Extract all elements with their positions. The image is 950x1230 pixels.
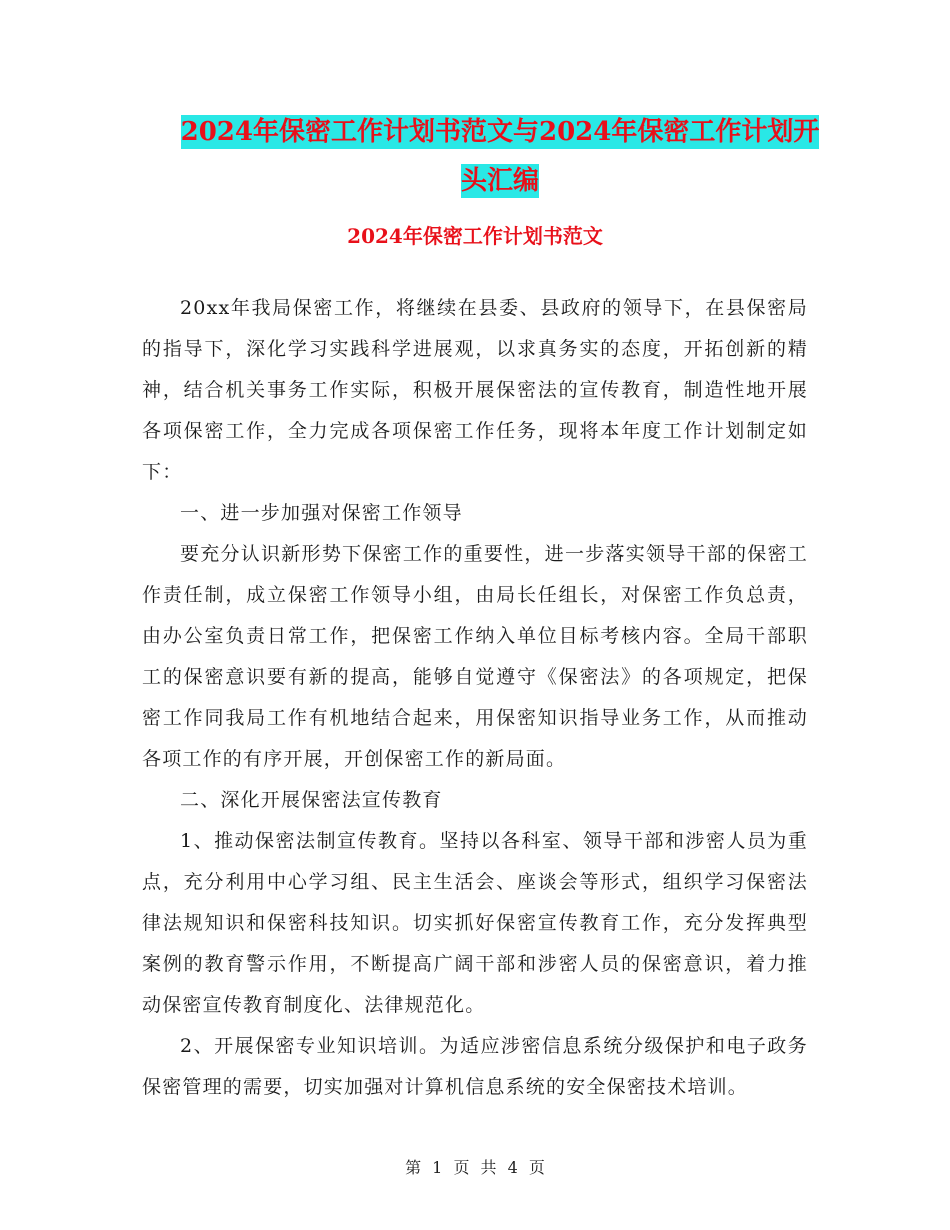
body-text — [142, 288, 808, 1108]
main-title — [150, 108, 850, 206]
paragraph: 2、开展保密专业知识培训。为适应涉密信息系统分级保护和电子政务保密管理的需要，切实加强对计算机信息系统的安全保密技术培训。 — [142, 1035, 808, 1098]
paragraph: 要充分认识新形势下保密工作的重要性，进一步落实领导干部的保密工作责任制，成立保密工作领导小组，由局长任组长，对保密工作负总责，由办公室负责日常工作，把保密工作纳入单位目标考核内容。全局干部职工的保密意识要有新的提高，能够自觉遵守《保密法》的各项规定，把保密工作同我局工作有机地结合起来，用保密知识指导业务工作，从而推动各项工作的有序开展，开创保密工作的新局面。 — [142, 543, 808, 770]
main-title-line1: 2024年保密工作计划书范文与2024年保密工作计划开 — [180, 117, 820, 147]
paragraph: 1、推动保密法制宣传教育。坚持以各科室、领导干部和涉密人员为重点，充分利用中心学习组、民主生活会、座谈会等形式，组织学习保密法律法规知识和保密科技知识。切实抓好保密宣传教育工作，充分发挥典型案例的教育警示作用，不断提高广阔干部和涉密人员的保密意识，着力推动保密宣传教育制度化、法律规范化。 — [142, 830, 808, 1016]
paragraph: 20xx年我局保密工作，将继续在县委、县政府的领导下，在县保密局的指导下，深化学习实践科学进展观，以求真务实的态度，开拓创新的精神，结合机关事务工作实际，积极开展保密法的宣传教育，制造性地开展各项保密工作，全力完成各项保密工作任务，现将本年度工作计划制定如下： — [142, 297, 808, 483]
main-title-line2: 头汇编 — [460, 166, 539, 196]
heading-two: 二、深化开展保密法宣传教育 — [180, 789, 443, 811]
heading-one: 一、进一步加强对保密工作领导 — [180, 502, 463, 524]
section-title: 2024年保密工作计划书范文 — [347, 224, 603, 248]
page-footer: 第 1 页 共 4 页 — [405, 1158, 545, 1177]
